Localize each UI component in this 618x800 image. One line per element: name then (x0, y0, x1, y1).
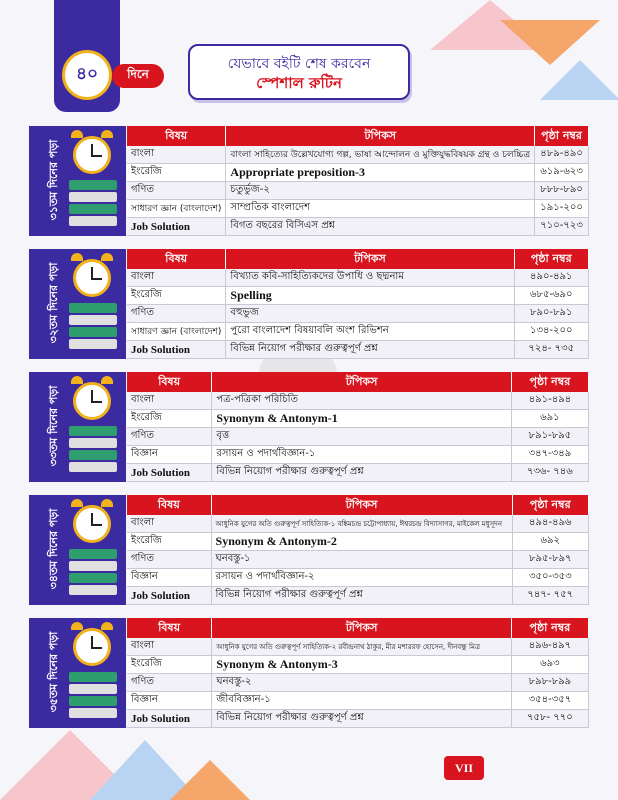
books-icon (69, 426, 117, 474)
pages-cell: ৩৫৪-৩৫৭ (511, 692, 588, 710)
topic-cell: ঘনবস্তু-১ (211, 551, 512, 569)
pages-cell: ৮৯১-৮৯৫ (511, 428, 588, 446)
col-subject: বিষয় (127, 126, 226, 146)
topic-cell: জীববিজ্ঞান-১ (212, 692, 511, 710)
col-subject: বিষয় (127, 495, 211, 515)
books-icon (69, 672, 117, 720)
alarm-clock-icon (73, 259, 111, 297)
table-row (127, 200, 589, 218)
bell-icon (101, 499, 113, 507)
pages-cell: ৪৯৬-৪৯৭ (511, 638, 588, 656)
day-block (29, 618, 589, 728)
alarm-clock-icon (73, 136, 111, 174)
subject-cell: বাংলা (127, 515, 211, 533)
pages-cell: ৬১৯-৬২৩ (535, 164, 589, 182)
topic-cell: বিখ্যাত কবি-সাহিত্যিকদের উপাধি ও ছদ্মনাম (226, 269, 514, 287)
day-block (29, 126, 589, 236)
day-block (29, 249, 589, 359)
subject-cell: সাধারণ জ্ঞান (বাংলাদেশ) (127, 200, 226, 218)
day-block (29, 495, 589, 605)
topic-cell: আধুনিক যুগের অতি গুরুত্বপূর্ণ সাহিত্যিক-২ রবীন্দ্রনাথ ঠাকুর, মীর মশাররফ হোসেন, দীনবন্ধু মিত্র (212, 638, 511, 656)
bell-icon (101, 130, 113, 138)
page-number: VII (444, 756, 484, 780)
col-pages: পৃষ্ঠা নম্বর (511, 372, 588, 392)
decor-triangle (500, 20, 600, 65)
pages-cell: ৪৯০-৪৯১ (514, 269, 588, 287)
pages-cell: ৪৯১-৪৯৪ (511, 392, 588, 410)
books-icon (69, 180, 117, 228)
header-subtitle: স্পেশাল রুটিন (224, 72, 374, 94)
subject-cell: Job Solution (127, 341, 226, 359)
topic-cell: বিভিন্ন নিয়োগ পরীক্ষার গুরুত্বপূর্ণ প্রশ্ন (212, 710, 511, 728)
table-row (127, 410, 589, 428)
table-row (127, 392, 589, 410)
day-label: ৩১তম দিনের পড়া (47, 139, 60, 221)
table-row (127, 656, 589, 674)
topic-cell: ঘনবস্তু-২ (212, 674, 511, 692)
subject-cell: গণিত (127, 674, 212, 692)
bell-icon (71, 376, 83, 384)
topic-cell: বিগত বছরের বিসিএস প্রশ্ন (226, 218, 535, 236)
day-label: ৩৩তম দিনের পড়া (47, 385, 60, 467)
table-row (127, 515, 589, 533)
day-sidebar (29, 618, 126, 728)
alarm-clock-icon (73, 382, 111, 420)
table-row (127, 710, 589, 728)
col-pages: পৃষ্ঠা নম্বর (514, 249, 588, 269)
routine-table (127, 372, 589, 482)
table-row (127, 341, 589, 359)
col-subject: বিষয় (127, 372, 212, 392)
day-label: ৩২তম দিনের পড়া (47, 262, 60, 344)
col-pages: পৃষ্ঠা নম্বর (512, 495, 588, 515)
pages-cell: ৬৯৩ (511, 656, 588, 674)
subject-cell: Job Solution (127, 710, 212, 728)
day-sidebar (29, 372, 126, 482)
subject-cell: ইংরেজি (127, 533, 211, 551)
decor-triangle (170, 760, 250, 800)
col-topics: টপিকস (226, 249, 514, 269)
bell-icon (71, 622, 83, 630)
col-pages: পৃষ্ঠা নম্বর (511, 618, 588, 638)
col-topics: টপিকস (212, 372, 511, 392)
col-pages: পৃষ্ঠা নম্বর (535, 126, 589, 146)
subject-cell: বাংলা (127, 146, 226, 164)
table-row (127, 587, 589, 605)
table-row (127, 182, 589, 200)
pages-cell: ৮৯৮-৮৯৯ (511, 674, 588, 692)
pages-cell: ৭৪৭- ৭৫৭ (512, 587, 588, 605)
bell-icon (101, 376, 113, 384)
routine-table (127, 495, 589, 605)
day-sidebar (29, 126, 126, 236)
table-row (127, 551, 589, 569)
col-subject: বিষয় (127, 618, 212, 638)
subject-cell: Job Solution (127, 587, 211, 605)
topic-cell: বিভিন্ন নিয়োগ পরীক্ষার গুরুত্বপূর্ণ প্রশ্ন (212, 464, 511, 482)
pages-cell: ৩৫০-৩৫৩ (512, 569, 588, 587)
pages-cell: ৪৯৪-৪৯৬ (512, 515, 588, 533)
routine-table (127, 126, 589, 236)
pages-cell: ৪৮৯-৪৯০ (535, 146, 589, 164)
subject-cell: গণিত (127, 551, 211, 569)
bell-icon (71, 130, 83, 138)
day-sidebar (29, 495, 126, 605)
subject-cell: বিজ্ঞান (127, 569, 211, 587)
bell-icon (71, 499, 83, 507)
topic-cell: রসায়ন ও পদার্থবিজ্ঞান-১ (212, 446, 511, 464)
topic-cell: বিভিন্ন নিয়োগ পরীক্ষার গুরুত্বপূর্ণ প্রশ্ন (226, 341, 514, 359)
pages-cell: ৬৯১ (511, 410, 588, 428)
subject-cell: ইংরেজি (127, 287, 226, 305)
pages-cell: ৭৫৮- ৭৭০ (511, 710, 588, 728)
pages-cell: ১৩৪-২০০ (514, 323, 588, 341)
pages-cell: ৩৪৭-৩৪৯ (511, 446, 588, 464)
table-row (127, 569, 589, 587)
table-row (127, 533, 589, 551)
pages-cell: ৭১০-৭২৩ (535, 218, 589, 236)
books-icon (69, 549, 117, 597)
subject-cell: ইংরেজি (127, 164, 226, 182)
topic-cell: পুরো বাংলাদেশ বিষয়াবলি অংশ রিভিশন (226, 323, 514, 341)
bell-icon (101, 253, 113, 261)
pages-cell: ৬৯২ (512, 533, 588, 551)
col-subject: বিষয় (127, 249, 226, 269)
alarm-clock-icon (73, 628, 111, 666)
subject-cell: বাংলা (127, 392, 212, 410)
table-row (127, 269, 589, 287)
books-icon (69, 303, 117, 351)
topic-cell: বহুভুজ (226, 305, 514, 323)
topic-cell: Spelling (226, 287, 514, 305)
routine-header (188, 44, 410, 100)
subject-cell: গণিত (127, 305, 226, 323)
table-row (127, 146, 589, 164)
day-label: ৩৫তম দিনের পড়া (47, 631, 60, 713)
table-row (127, 674, 589, 692)
table-row (127, 287, 589, 305)
subject-cell: Job Solution (127, 218, 226, 236)
subject-cell: বাংলা (127, 269, 226, 287)
subject-cell: গণিত (127, 182, 226, 200)
alarm-clock-icon (73, 505, 111, 543)
pages-cell: ৮৯০-৮৯১ (514, 305, 588, 323)
subject-cell: ইংরেজি (127, 410, 212, 428)
pages-cell: ৭২৪- ৭৩৫ (514, 341, 588, 359)
col-topics: টপিকস (226, 126, 535, 146)
topic-cell: চতুর্ভুজ-২ (226, 182, 535, 200)
pages-cell: ৮৮৮-৮৯০ (535, 182, 589, 200)
topic-cell: Synonym & Antonym-1 (212, 410, 511, 428)
subject-cell: গণিত (127, 428, 212, 446)
table-row (127, 164, 589, 182)
pages-cell: ৭৩৬- ৭৪৬ (511, 464, 588, 482)
table-row (127, 692, 589, 710)
topic-cell: বিভিন্ন নিয়োগ পরীক্ষার গুরুত্বপূর্ণ প্রশ্ন (211, 587, 512, 605)
pages-cell: ১৯১-২০০ (535, 200, 589, 218)
day-label: ৩৪তম দিনের পড়া (47, 508, 60, 590)
subject-cell: Job Solution (127, 464, 212, 482)
topic-cell: পত্র-পত্রিকা পরিচিতি (212, 392, 511, 410)
subject-cell: বিজ্ঞান (127, 692, 212, 710)
days-badge: ৪০ (62, 50, 112, 100)
decor-triangle (540, 60, 618, 100)
subject-cell: বাংলা (127, 638, 212, 656)
table-row (127, 446, 589, 464)
days-label: দিনে (112, 64, 164, 88)
table-row (127, 305, 589, 323)
topic-cell: Appropriate preposition-3 (226, 164, 535, 182)
bell-icon (71, 253, 83, 261)
routine-table (127, 618, 589, 728)
topic-cell: আধুনিক যুগের অতি গুরুত্বপূর্ণ সাহিত্যিক-১ বঙ্কিমচন্দ্র চট্টোপাধ্যায়, ঈশ্বরচন্দ্র বিদ্যাসাগর, মাইকেল মধুসূদন (211, 515, 512, 533)
day-sidebar (29, 249, 126, 359)
topic-cell: রসায়ন ও পদার্থবিজ্ঞান-২ (211, 569, 512, 587)
table-row (127, 638, 589, 656)
col-topics: টপিকস (211, 495, 512, 515)
header-title: যেভাবে বইটি শেষ করবেন (227, 56, 371, 72)
day-block (29, 372, 589, 482)
subject-cell: ইংরেজি (127, 656, 212, 674)
pages-cell: ৮৯৫-৮৯৭ (512, 551, 588, 569)
topic-cell: বৃত্ত (212, 428, 511, 446)
topic-cell: বাংলা সাহিত্যের উল্লেখযোগ্য গল্প, ভাষা আন্দোলন ও মুক্তিযুদ্ধবিষয়ক গ্রন্থ ও চলচ্চিত্র (226, 146, 535, 164)
topic-cell: Synonym & Antonym-3 (212, 656, 511, 674)
table-row (127, 323, 589, 341)
table-row (127, 464, 589, 482)
col-topics: টপিকস (212, 618, 511, 638)
routine-table (127, 249, 589, 359)
bell-icon (101, 622, 113, 630)
subject-cell: সাধারণ জ্ঞান (বাংলাদেশ) (127, 323, 226, 341)
table-row (127, 428, 589, 446)
subject-cell: বিজ্ঞান (127, 446, 212, 464)
topic-cell: সাম্প্রতিক বাংলাদেশ (226, 200, 535, 218)
pages-cell: ৬৮৫-৬৯০ (514, 287, 588, 305)
table-row (127, 218, 589, 236)
topic-cell: Synonym & Antonym-2 (211, 533, 512, 551)
